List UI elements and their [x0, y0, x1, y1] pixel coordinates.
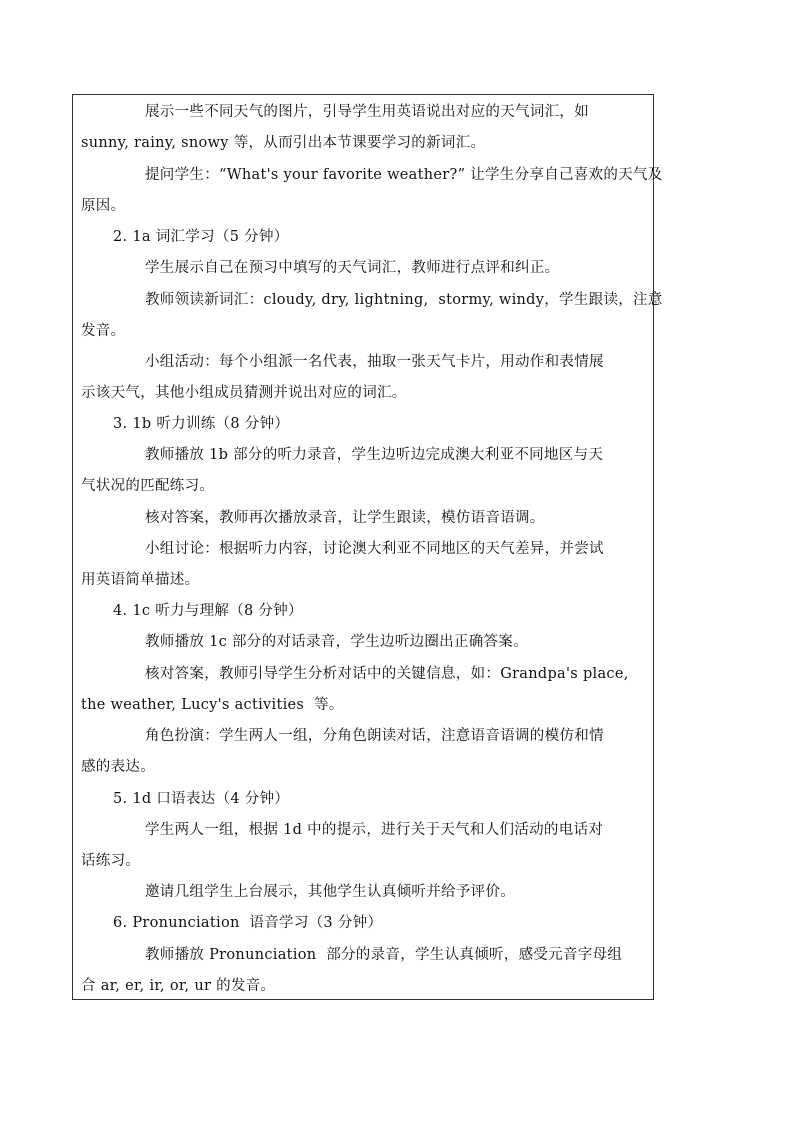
- text-line: 原因。: [81, 198, 126, 214]
- text-line: 发音。: [81, 323, 126, 339]
- section-heading: 2. 1a 词汇学习（5 分钟）: [113, 229, 289, 245]
- text-line: 提问学生：“What's your favorite weather?” 让学生分享自己喜欢的天气及: [145, 167, 663, 183]
- text-line: 展示一些不同天气的图片，引导学生用英语说出对应的天气词汇，如: [145, 104, 589, 120]
- text-line: 话练习。: [81, 853, 141, 869]
- text-line: 小组讨论：根据听力内容，讨论澳大利亚不同地区的天气差异，并尝试: [145, 541, 604, 557]
- text-line: 气状况的匹配练习。: [81, 478, 215, 494]
- section-heading: 6. Pronunciation 语音学习（3 分钟）: [113, 915, 383, 931]
- text-line: 学生展示自己在预习中填写的天气词汇，教师进行点评和纠正。: [145, 260, 560, 276]
- text-line: 小组活动：每个小组派一名代表，抽取一张天气卡片，用动作和表情展: [145, 354, 604, 370]
- text-line: 示该天气，其他小组成员猜测并说出对应的词汇。: [81, 385, 407, 401]
- text-line: sunny, rainy, snowy 等，从而引出本节课要学习的新词汇。: [81, 135, 486, 151]
- text-line: 角色扮演：学生两人一组，分角色朗读对话，注意语音语调的模仿和情: [145, 728, 604, 744]
- section-heading: 4. 1c 听力与理解（8 分钟）: [113, 603, 303, 619]
- text-line: 用英语简单描述。: [81, 572, 200, 588]
- text-line: 感的表达。: [81, 759, 155, 775]
- section-heading: 5. 1d 口语表达（4 分钟）: [113, 791, 290, 807]
- text-line: 教师播放 Pronunciation 部分的录音，学生认真倾听，感受元音字母组: [145, 947, 623, 963]
- text-line: 核对答案，教师引导学生分析对话中的关键信息，如：Grandpa's place,: [145, 666, 629, 682]
- text-line: 核对答案，教师再次播放录音，让学生跟读，模仿语音语调。: [145, 510, 545, 526]
- text-line: 邀请几组学生上台展示，其他学生认真倾听并给予评价。: [145, 884, 515, 900]
- text-line: 学生两人一组，根据 1d 中的提示，进行关于天气和人们活动的电话对: [145, 822, 604, 838]
- text-line: 教师播放 1b 部分的听力录音，学生边听边完成澳大利亚不同地区与天: [145, 447, 604, 463]
- text-line: 教师播放 1c 部分的对话录音，学生边听边圈出正确答案。: [145, 634, 528, 650]
- text-line: 教师领读新词汇：cloudy, dry, lightning, stormy, windy，学生跟读，注意: [145, 292, 663, 308]
- section-heading: 3. 1b 听力训练（8 分钟）: [113, 416, 290, 432]
- text-line: 合 ar, er, ir, or, ur 的发音。: [81, 978, 276, 994]
- text-line: the weather, Lucy's activities 等。: [81, 697, 344, 713]
